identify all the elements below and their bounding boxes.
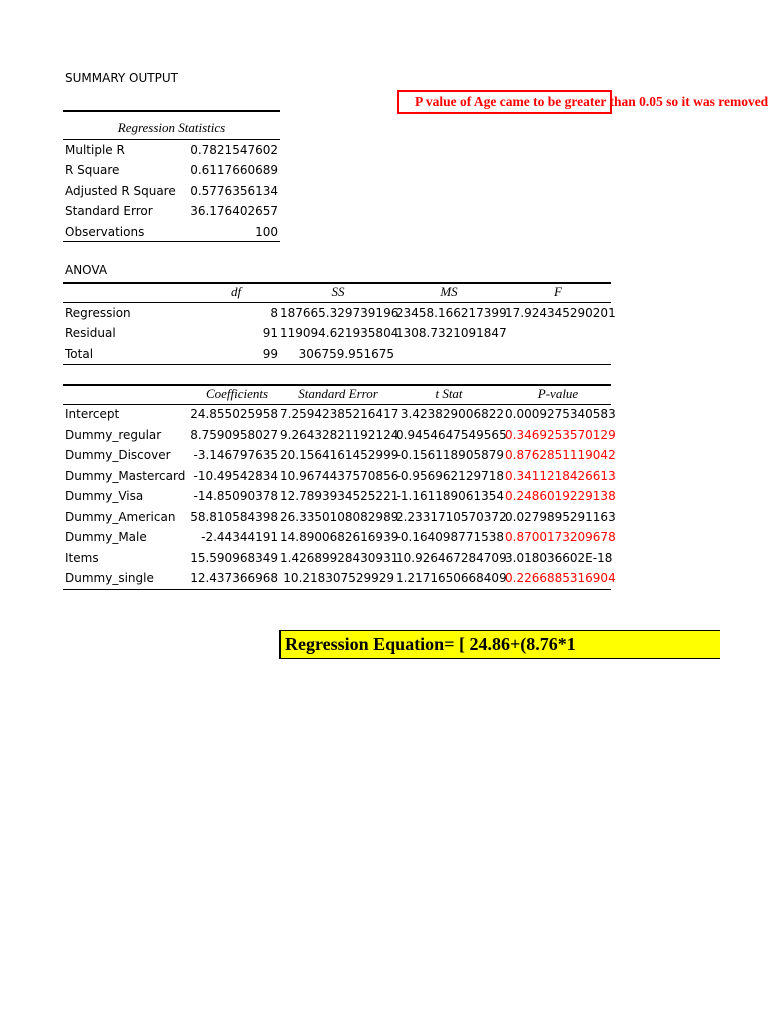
- coef-t-stat: -1.161189061354: [396, 489, 504, 503]
- coef-value: 24.855025958: [190, 407, 278, 421]
- coef-p-value: 0.8700173209678: [505, 530, 616, 544]
- coef-t-stat: -0.956962129718: [396, 468, 504, 483]
- coef-value: 8.7590958027: [190, 427, 278, 442]
- reg-stats-row: [0, 181, 768, 201]
- coef-value: -10.49542834: [193, 468, 278, 483]
- coef-standard-error: 14.8900682616939: [280, 530, 399, 544]
- coef-value: 12.437366968: [190, 571, 278, 585]
- reg-stats-row: [0, 140, 768, 160]
- coef-header-standard-error: Standard Error: [298, 386, 378, 401]
- anova-header-f: F: [554, 284, 562, 299]
- coef-p-value: 0.3411218426613: [505, 468, 616, 483]
- reg-stats-label: Adjusted R Square: [65, 183, 176, 198]
- coef-header-t-stat: t Stat: [435, 386, 463, 401]
- coef-standard-error: 20.1564161452999: [280, 448, 399, 462]
- coef-row: [0, 568, 768, 588]
- coef-p-value: 0.2486019229138: [505, 489, 616, 503]
- summary-title: SUMMARY OUTPUT: [65, 71, 178, 85]
- coef-p-value: 3.018036602E-18: [505, 550, 613, 565]
- anova-title: ANOVA: [65, 263, 108, 277]
- coef-p-value: 0.8762851119042: [505, 448, 616, 462]
- reg-stats-label: R Square: [65, 163, 120, 178]
- coef-standard-error: 12.7893934525221: [280, 489, 399, 503]
- reg-stats-label: Observations: [65, 224, 145, 239]
- coef-label: Dummy_single: [65, 571, 154, 585]
- reg-stats-value: 36.176402657: [190, 204, 278, 219]
- anova-ms: 23458.166217399: [396, 306, 507, 320]
- reg-stats-top-rule: [63, 110, 280, 112]
- anova-df: 99: [262, 346, 278, 361]
- coef-row: [0, 486, 768, 506]
- coef-header-coefficients: Coefficients: [205, 386, 269, 401]
- coef-t-stat: 2.2331710570372: [396, 509, 507, 524]
- coef-standard-error: 7.25942385216417: [280, 407, 399, 421]
- coef-value: -3.146797635: [193, 448, 278, 462]
- anova-ss: 187665.329739196: [280, 306, 399, 320]
- coef-t-stat: 3.423829006822: [400, 407, 504, 421]
- coef-p-value: 0.0009275340583: [505, 407, 616, 421]
- reg-stats-label: Multiple R: [65, 143, 125, 157]
- anova-ss: 306759.951675: [298, 346, 394, 361]
- coef-t-stat: -0.164098771538: [396, 530, 504, 544]
- reg-stats-value: 0.6117660689: [190, 163, 278, 178]
- reg-stats-value: 100: [255, 224, 278, 239]
- coef-value: -2.44344191: [201, 530, 278, 544]
- coef-t-stat: 10.926467284709: [396, 550, 507, 565]
- anova-label: Regression: [65, 306, 131, 320]
- coef-row: [0, 445, 768, 465]
- reg-stats-bottom-rule: [63, 241, 280, 242]
- coef-label: Dummy_Discover: [65, 448, 171, 462]
- coef-label: Dummy_Male: [65, 530, 147, 544]
- coef-standard-error: 1.42689928430931: [280, 550, 399, 565]
- coef-p-value: 0.0279895291163: [505, 509, 616, 524]
- coef-label: Dummy_Mastercard: [65, 468, 186, 483]
- reg-stats-header: Regression Statistics: [117, 120, 226, 135]
- coef-bottom-rule: [63, 589, 611, 590]
- coef-value: -14.85090378: [193, 489, 278, 503]
- coef-standard-error: 26.3350108082989: [280, 509, 399, 524]
- coef-standard-error: 9.26432821192124: [280, 427, 399, 442]
- anova-df: 8: [270, 306, 278, 320]
- reg-stats-value: 0.5776356134: [190, 183, 278, 198]
- anova-ms: 1308.7321091847: [396, 326, 507, 341]
- coef-value: 15.590968349: [190, 550, 278, 565]
- coef-standard-error: 10.9674437570856: [280, 468, 399, 483]
- reg-stats-row: [0, 201, 768, 221]
- anova-row: [0, 344, 768, 364]
- coef-label: Dummy_regular: [65, 427, 162, 442]
- reg-stats-row: [0, 222, 768, 242]
- coef-p-value: 0.2266885316904: [505, 571, 616, 585]
- coef-header-p-value: P-value: [537, 386, 579, 401]
- coef-label: Items: [65, 550, 99, 565]
- anova-label: Residual: [65, 326, 116, 341]
- anova-header-ss: SS: [331, 284, 345, 299]
- reg-stats-row: [0, 160, 768, 180]
- reg-stats-label: Standard Error: [65, 204, 153, 219]
- coef-value: 58.810584398: [190, 509, 278, 524]
- coef-row: [0, 548, 768, 568]
- coef-label: Intercept: [65, 407, 120, 421]
- reg-stats-value: 0.7821547602: [190, 143, 278, 157]
- anova-row: [0, 323, 768, 343]
- anova-f: 17.924345290201: [505, 306, 616, 320]
- coef-row: [0, 404, 768, 424]
- coef-standard-error: 10.218307529929: [283, 571, 394, 585]
- coef-row: [0, 527, 768, 547]
- coef-p-value: 0.3469253570129: [505, 427, 616, 442]
- coef-row: [0, 425, 768, 445]
- coef-row: [0, 507, 768, 527]
- anova-header-ms: MS: [440, 284, 458, 299]
- coef-row: [0, 466, 768, 486]
- p-value-callout: P value of Age came to be greater than 0.05 so it was removed: [397, 90, 612, 114]
- coef-t-stat: 0.9454647549565: [396, 427, 507, 442]
- anova-bottom-rule: [63, 364, 611, 365]
- anova-label: Total: [65, 346, 94, 361]
- coef-label: Dummy_Visa: [65, 489, 144, 503]
- anova-header-df: df: [230, 284, 242, 299]
- regression-equation: Regression Equation= [ 24.86+(8.76*1: [279, 630, 720, 659]
- anova-df: 91: [262, 326, 278, 341]
- anova-ss: 119094.621935804: [280, 326, 399, 341]
- coef-label: Dummy_American: [65, 509, 176, 524]
- anova-row: [0, 303, 768, 323]
- coef-t-stat: 1.2171650668409: [396, 571, 507, 585]
- coef-t-stat: -0.156118905879: [396, 448, 504, 462]
